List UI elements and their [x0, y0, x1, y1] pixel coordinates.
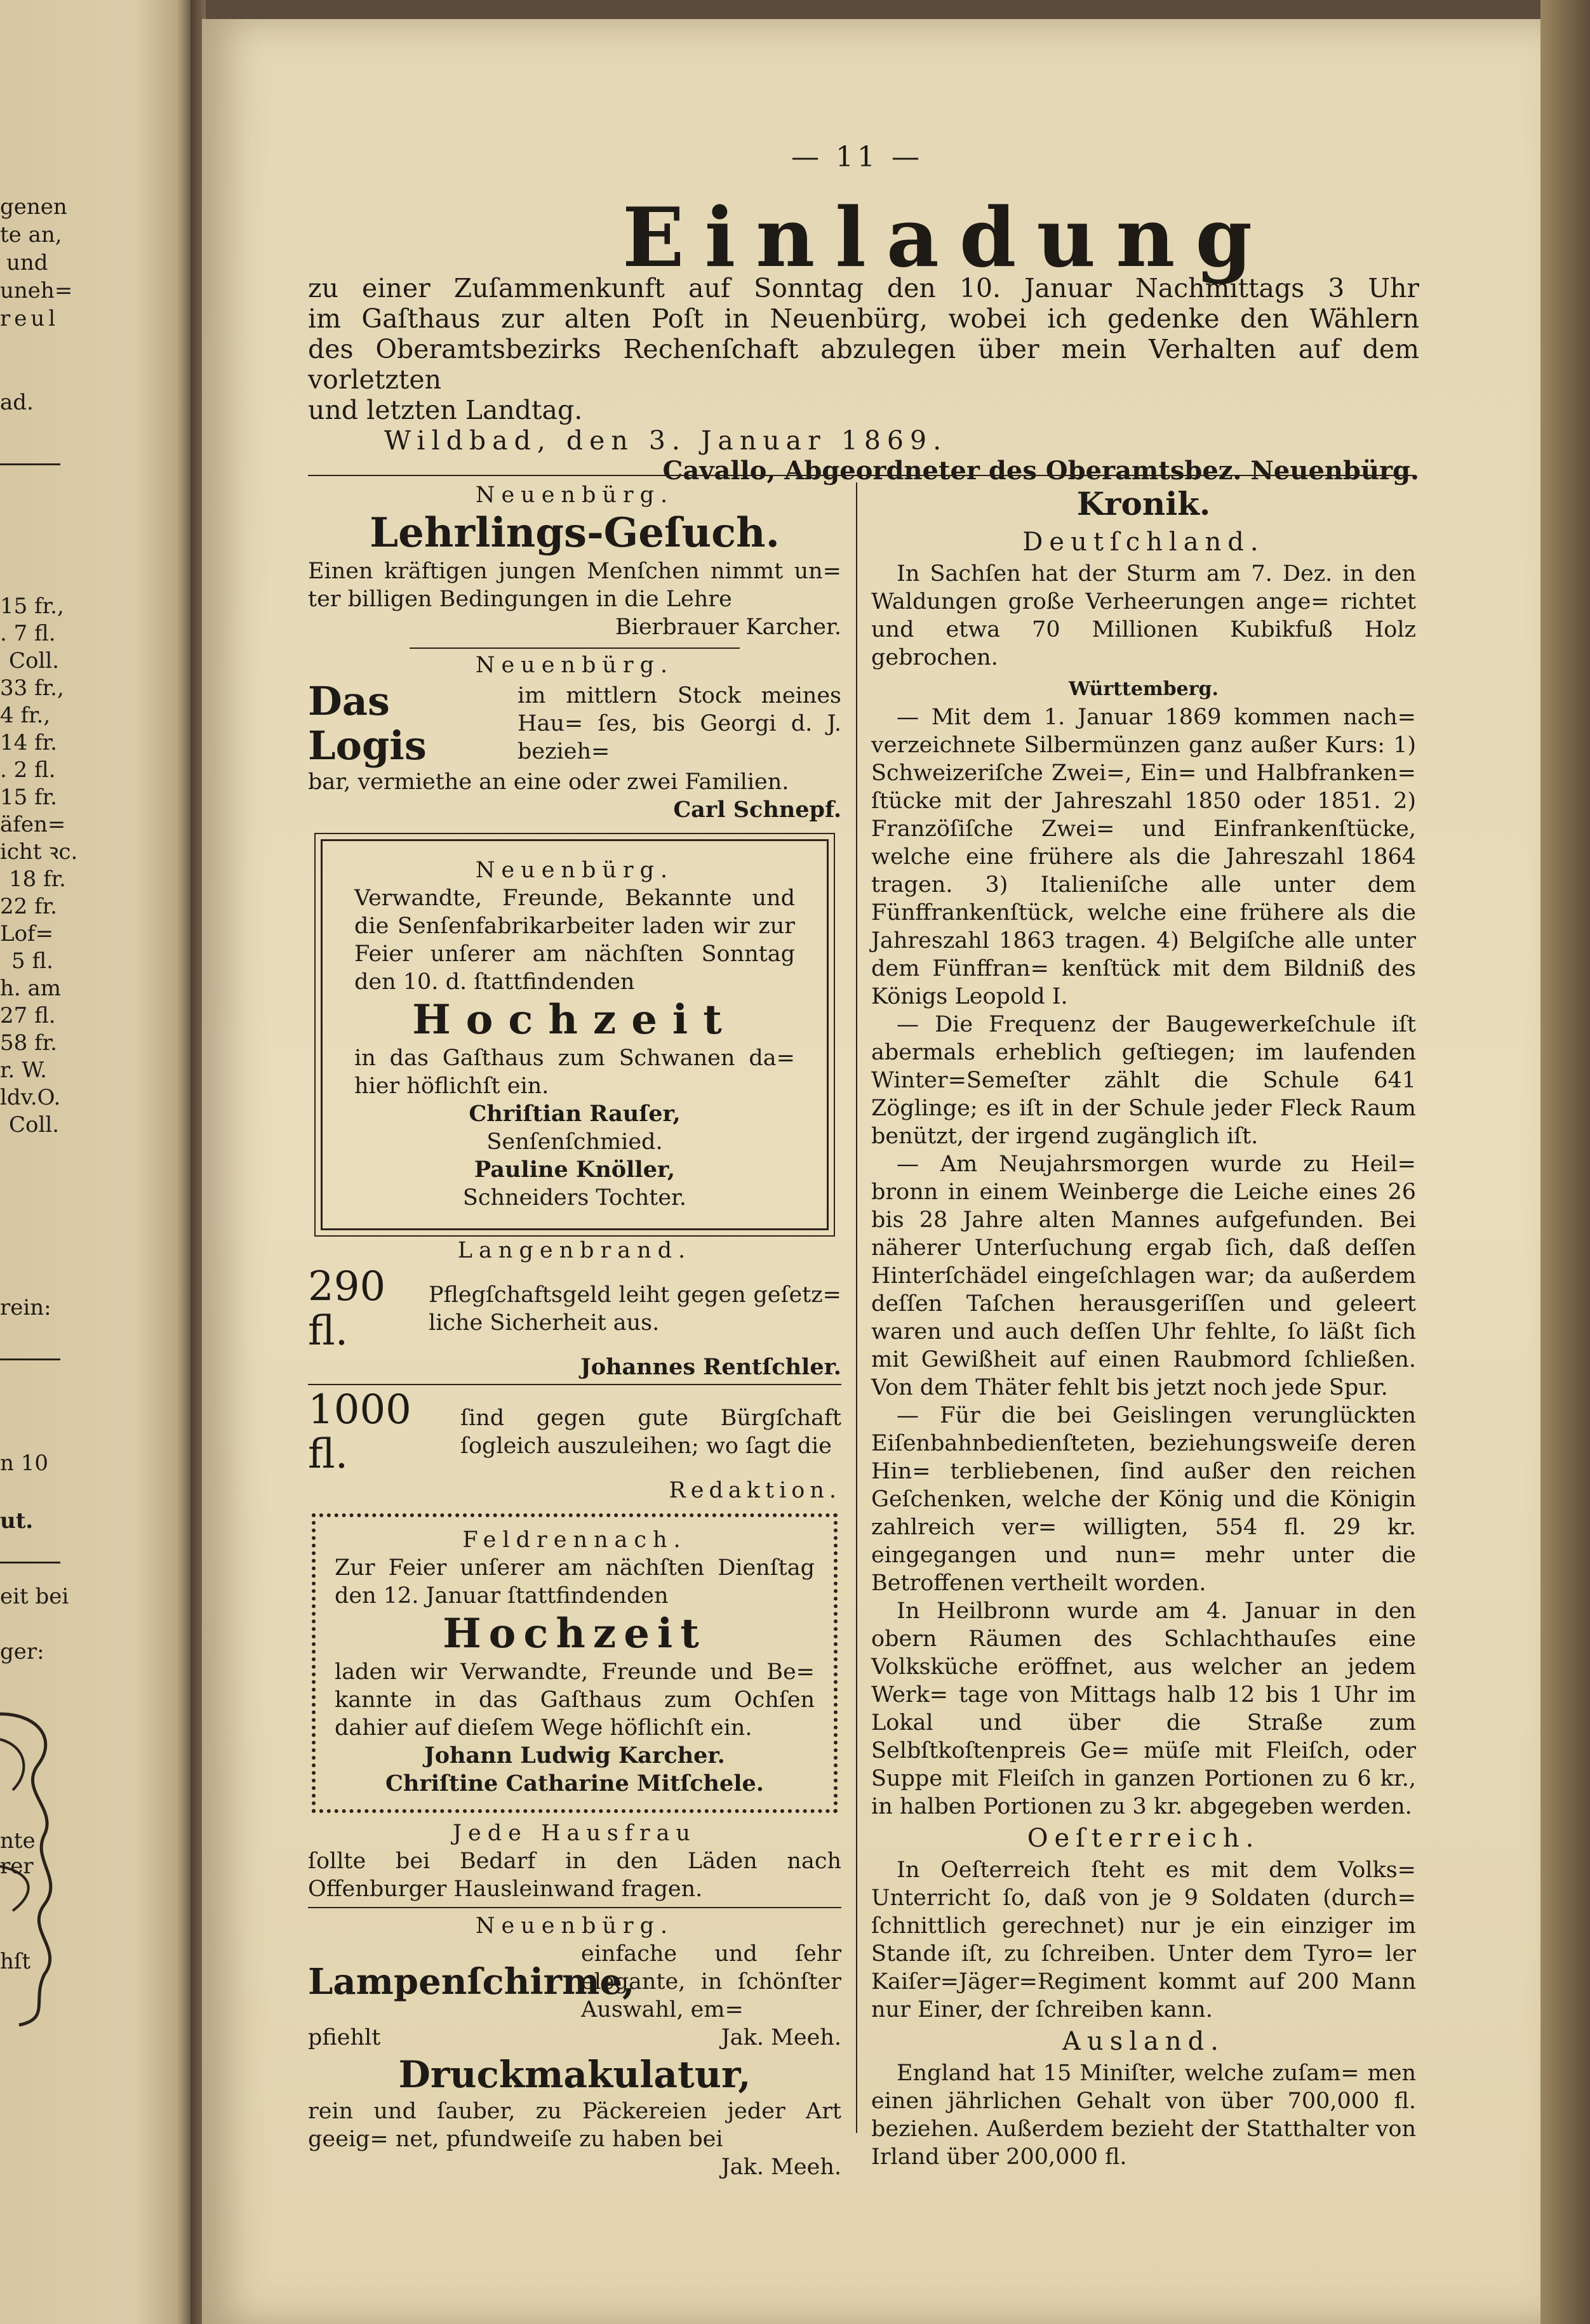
- article-paragraph: — Am Neujahrsmorgen wurde zu Heil= bronn in einem Weinberge die Leiche eines 26 bis 28 Jahre alten Mannes aufgefunden. Bei näherer Unterſuchung ergab ſich, daß deſſen Hinterſchädel eingeſchlagen war; da außerdem deſſen Taſchen herausgeriſſen und geleert waren und auch deſſen Uhr fehlte, ſo läßt ſich mit Gewißheit auf einen Raubmord ſchließen. Von dem Thäter fehlt bis jetzt noch jede Spur.: [871, 1152, 1416, 1400]
- fragment-line: Lof=: [0, 921, 54, 946]
- fragment-line: reul: [0, 306, 60, 331]
- fragment-line: r. W.: [0, 1058, 47, 1083]
- ad-name: Chriſtian Rauſer,: [469, 1101, 681, 1127]
- ad-hausfrau: [308, 1819, 841, 1903]
- fragment-line: 4 fr.,: [0, 703, 51, 728]
- ad-heading: Druckmakulatur,: [398, 2053, 751, 2096]
- fragment-line: . 2 fl.: [0, 757, 56, 783]
- ad-heading: Lehrlings-Geſuch.: [370, 509, 780, 557]
- ad-text: Zur Feier unſerer am nächſten Dienſtag den 12. Januar ſtattfindenden: [335, 1555, 815, 1609]
- ad-rule: [308, 1384, 841, 1385]
- right-book-edge: [1540, 0, 1590, 2324]
- intro-line: zu einer Zuſammenkunft auf Sonntag den 10. Januar Nachmittags 3 Uhr: [308, 273, 1419, 303]
- fragment-line: icht ꝛc.: [0, 839, 78, 865]
- ad-pflegschaft: [308, 1237, 841, 1381]
- left-page-fragments: [0, 0, 184, 2324]
- intro-text: [308, 273, 1419, 486]
- ad-amount: 1000 fl.: [308, 1386, 411, 1478]
- fragment-line: rein:: [0, 1295, 51, 1320]
- fragment-line: Coll.: [9, 1112, 60, 1138]
- ad-text: Pflegſchaftsgeld leiht gegen geſetz= liche Sicherheit aus.: [429, 1282, 841, 1336]
- fragment-line: hſt: [0, 1949, 31, 1974]
- ad-role: Schneiders Tochter.: [462, 1185, 687, 1211]
- intro-line: des Oberamtsbezirks Rechenſchaft abzulegen über mein Verhalten auf dem vorletzten: [308, 334, 1419, 395]
- fragment-line: 33 fr.,: [0, 675, 64, 701]
- ad-rule: [410, 647, 740, 649]
- ad-signature-text: Bierbrauer Karcher.: [615, 614, 841, 640]
- ad-feldrennach-box: [312, 1513, 838, 1813]
- fragment-line: 5 fl.: [11, 948, 53, 974]
- fragment-line: 14 fr.: [0, 730, 57, 755]
- fragment-line: 18 fr.: [9, 867, 66, 892]
- article-paragraph: England hat 15 Miniſter, welche zuſam= men einen jährlichen Gehalt von über 700,000 fl. beziehen. Außerdem bezieht der Statthalter von Irland über 200,000 fl.: [871, 2061, 1416, 2170]
- fragment-line: 27 fl.: [0, 1003, 56, 1028]
- article-paragraph: — Mit dem 1. Januar 1869 kommen nach= verzeichnete Silbermünzen ganz außer Kurs: 1) Schweizeriſche Zwei=, Ein= und Halbfranken= ſtücke mit der Jahreszahl 1850 oder 1851. 2) Franzöſiſche Zwei= und Einfrankenſtücke, welche eine frühere als die Jahreszahl 1864 tragen. 3) Italieniſche alle unter dem Fünffrankenſtück, welche eine frühere als die Jahreszahl 1863 tragen. 4) Belgiſche alle unter dem Fünffran= kenſtück mit dem Bildniß des Königs Leopold I.: [871, 705, 1416, 1009]
- fragment-line: ldv.O.: [0, 1085, 61, 1110]
- ad-text: laden wir Verwandte, Freunde und Be= kannte in das Gaſthaus zum Ochſen dahier auf dieſem Wege höflichſt ein.: [335, 1659, 815, 1741]
- ad-heading: Lampenſchirme,: [308, 1961, 635, 2003]
- ad-heading: Hochzeit: [443, 1610, 707, 1657]
- ad-heading: Das Logis: [308, 678, 427, 769]
- ad-text: Verwandte, Freunde, Bekannte und die Senſenfabrikarbeiter laden wir zur Feier unſerer am nächſten Sonntag den 10. d. ſtattfindenden: [354, 886, 795, 995]
- ad-signature: [308, 613, 841, 641]
- fragment-line: 15 fr.: [0, 785, 57, 810]
- ad-name: Johann Ludwig Karcher.: [424, 1743, 725, 1769]
- ad-text: pfiehlt: [308, 2025, 381, 2050]
- ad-text: einfache und ſehr elegante, in ſchönſter Auswahl, em=: [581, 1941, 841, 2022]
- ad-lampenschirme: [308, 1912, 841, 2052]
- header-rule: [308, 475, 1416, 476]
- ad-heading: Hochzeit: [412, 996, 737, 1044]
- ad-druckmakulatur: [308, 2052, 841, 2181]
- ad-name: Chriſtine Catharine Mitſchele.: [385, 1770, 764, 1796]
- ad-signature: Jak. Meeh.: [721, 2155, 841, 2180]
- ad-signature: Jak. Meeh.: [721, 2025, 841, 2050]
- article-paragraph: In Sachſen hat der Sturm am 7. Dez. in den Waldungen große Verheerungen ange= richtet und etwa 70 Millionen Kubikfuß Holz gebrochen.: [871, 561, 1416, 670]
- ad-signature: Carl Schnepf.: [673, 797, 841, 823]
- fragment-line: äfen=: [0, 812, 66, 837]
- ad-city: Langenbrand.: [457, 1238, 692, 1263]
- fragment-line: 22 fr.: [0, 894, 57, 919]
- ad-signature: Johannes Rentſchler.: [580, 1354, 841, 1380]
- fragment-line: ut.: [0, 1508, 34, 1534]
- ad-city: Neuenbürg.: [475, 482, 674, 508]
- article-paragraph: In Oeſterreich ſteht es mit dem Volks= Unterricht ſo, daß von je 9 Soldaten (durch= ſchnittlich gerechnet) nur je ein einziger im Stande iſt, zu ſchreiben. Unter dem Tyro= ler Kaiſer=Jäger=Regiment kommt auf 200 Mann nur Einer, der ſchreiben kann.: [871, 1857, 1416, 2022]
- ad-text: ſollte bei Bedarf in den Läden nach Offenburger Hausleinwand fragen.: [308, 1849, 841, 1902]
- ad-text: Einen kräftigen jungen Menſchen nimmt un= ter billigen Bedingungen in die Lehre: [308, 559, 841, 612]
- section-heading: Deutſchland.: [1022, 528, 1265, 557]
- fragment-rule: [0, 1562, 60, 1564]
- fragment-line: rer: [0, 1854, 34, 1879]
- right-column: [871, 484, 1416, 2171]
- section-heading: Ausland.: [1062, 2027, 1225, 2056]
- ad-city: Neuenbürg.: [475, 1913, 674, 1939]
- fragment-line: eit bei: [0, 1584, 69, 1609]
- fragment-line: te an,: [0, 222, 62, 248]
- page-title: Einladung: [622, 190, 1273, 286]
- fragment-line: h. am: [0, 976, 62, 1001]
- column-divider: [856, 482, 857, 2133]
- section-title: Kronik.: [1076, 485, 1211, 522]
- ad-text: rein und ſauber, zu Päckereien jeder Art geeig= net, pfundweiſe zu haben bei: [308, 2099, 841, 2152]
- ad-lehrling: [308, 481, 841, 641]
- page-number: — 11 —: [791, 141, 923, 173]
- fragment-line: ad.: [0, 390, 34, 415]
- fragment-line: 15 fr.,: [0, 594, 64, 619]
- ad-city: Neuenbürg.: [475, 653, 674, 678]
- left-column: [308, 481, 841, 2181]
- ad-role: Senſenſchmied.: [486, 1129, 663, 1155]
- place-date: Wildbad, den 3. Januar 1869.: [384, 425, 948, 456]
- ad-text: im mittlern Stock meines Hau= ſes, bis Georgi d. J. bezieh=: [518, 683, 841, 764]
- fragment-rule: [0, 463, 60, 465]
- fragment-line: ger:: [0, 1639, 44, 1664]
- fragment-line: nte: [0, 1828, 36, 1854]
- ad-logis: [308, 651, 841, 824]
- ad-text: ſind gegen gute Bürgſchaft ſogleich auszuleihen; wo ſagt die: [460, 1405, 841, 1459]
- fragment-line: uneh=: [0, 278, 73, 303]
- fragment-line: 58 fr.: [0, 1030, 57, 1056]
- ad-city: Feldrennach.: [462, 1527, 687, 1553]
- fragment-rule: [0, 1358, 60, 1360]
- ad-text: bar, vermiethe an eine oder zwei Familien.: [308, 769, 789, 795]
- ad-city: Jede Hausfrau: [453, 1821, 697, 1846]
- intro-line: im Gaſthaus zur alten Poſt in Neuenbürg, wobei ich gedenke den Wählern: [308, 303, 1419, 334]
- article-paragraph: — Für die bei Geislingen verunglückten Eiſenbahnbedienſteten, beziehungsweiſe deren Hin= terbliebenen, ſind außer den reichen Geſchenken, welche der König und die Königin zahlreich ver= willigten, 554 fl. 29 kr. eingegangen und nun= mehr unter die Betroffenen vertheilt worden.: [871, 1403, 1416, 1596]
- fragment-line: genen: [0, 194, 67, 220]
- ad-signature: Redaktion.: [669, 1478, 841, 1503]
- intro-line: und letzten Landtag.: [308, 395, 583, 425]
- article-paragraph: In Heilbronn wurde am 4. Januar in den obern Räumen des Schlachthauſes eine Volksküche eröffnet, aus welcher an jedem Werk= tage von Mittags halb 12 bis 1 Uhr im Lokal und über die Straße zum Selbſtkoſtenpreis Ge= müſe mit Fleiſch, oder Suppe mit Fleiſch in ganzen Portionen zu 6 kr., in halben Portionen zu 3 kr. abgegeben werden.: [871, 1598, 1416, 1819]
- ad-1000fl: [308, 1388, 841, 1504]
- article-paragraph: — Die Frequenz der Baugewerkeſchule iſt abermals erheblich geſtiegen; im laufenden Winter=Semeſter zählt die Schule 641 Zöglinge; es iſt in der Schule jeder Fleck Raum benützt, der irgend zugänglich iſt.: [871, 1012, 1416, 1149]
- fragment-line: n 10: [0, 1451, 48, 1476]
- signature: Cavallo, Abgeordneter des Oberamtsbez. Neuenbürg.: [662, 456, 1419, 486]
- ad-amount: 290 fl.: [308, 1263, 386, 1355]
- fragment-line: . 7 fl.: [0, 621, 56, 646]
- ad-hochzeit-box: [321, 839, 829, 1230]
- ad-text: in das Gaſthaus zum Schwanen da= hier höflichſt ein.: [354, 1046, 795, 1099]
- ad-rule: [308, 1907, 841, 1908]
- fragment-line: Coll.: [9, 648, 60, 674]
- section-heading: Oeſterreich.: [1027, 1824, 1260, 1853]
- subsection-heading: Württemberg.: [1069, 678, 1219, 700]
- ad-name: Pauline Knöller,: [474, 1157, 676, 1183]
- ad-city: Neuenbürg.: [475, 858, 674, 883]
- fragment-line: und: [6, 250, 48, 276]
